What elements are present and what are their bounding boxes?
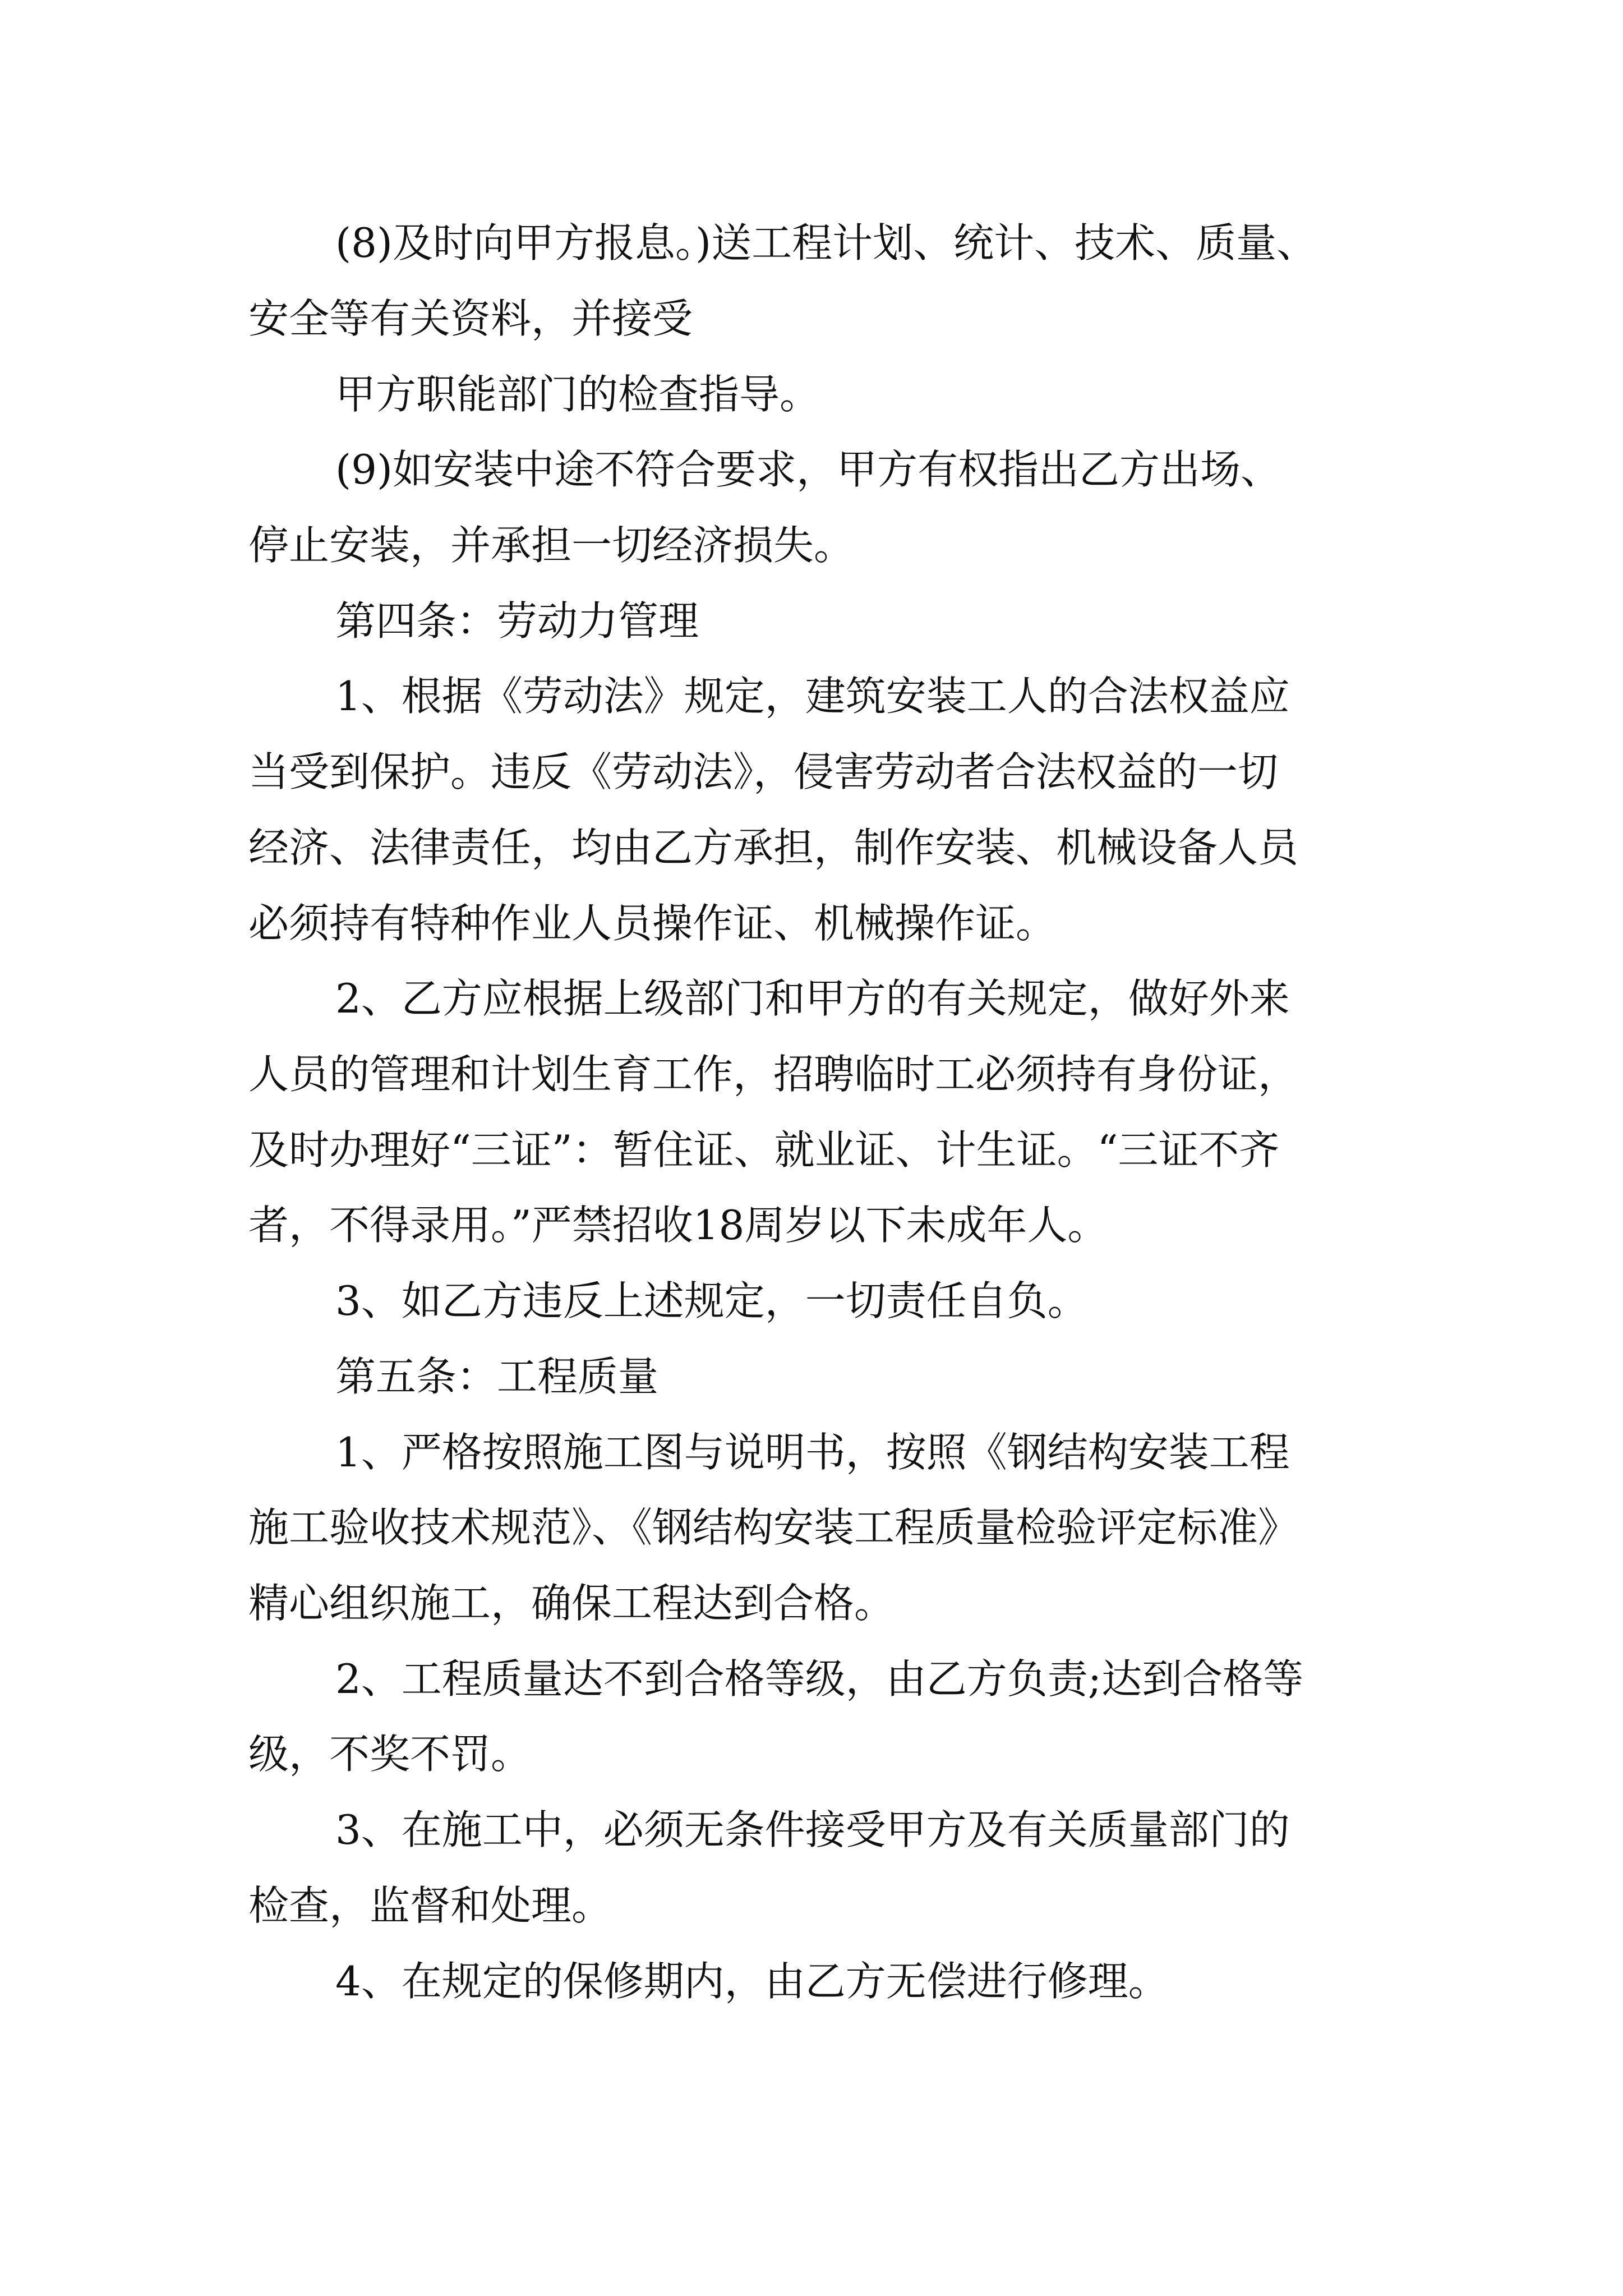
paragraph-line: 人员的管理和计划生育工作，招聘临时工必须持有身份证，	[248, 1051, 1299, 1098]
paragraph-line: 必须持有特种作业人员操作证、机械操作证。	[248, 900, 1057, 947]
paragraph-line: 施工验收技术规范》、《钢结构安装工程质量检验评定标准》	[248, 1504, 1299, 1551]
paragraph-line: 精心组织施工，确保工程达到合格。	[248, 1580, 895, 1627]
paragraph-line: 4、在规定的保修期内，由乙方无偿进行修理。	[335, 1958, 1169, 2005]
paragraph-line: 1、根据《劳动法》规定，建筑安装工人的合法权益应	[335, 673, 1290, 720]
paragraph-line: 安全等有关资料，并接受	[248, 295, 693, 342]
paragraph-line: 经济、法律责任，均由乙方承担，制作安装、机械设备人员	[248, 824, 1299, 871]
paragraph-line: 者，不得录用。”严禁招收18周岁以下未成年人。	[248, 1202, 1108, 1249]
paragraph-line: 3、如乙方违反上述规定，一切责任自负。	[335, 1277, 1088, 1324]
paragraph-line: 甲方职能部门的检查指导。	[335, 371, 820, 418]
paragraph-line: 1、严格按照施工图与说明书，按照《钢结构安装工程	[335, 1429, 1290, 1476]
paragraph-line: 检查，监督和处理。	[248, 1882, 612, 1929]
paragraph-line: 3、在施工中，必须无条件接受甲方及有关质量部门的	[335, 1806, 1290, 1853]
paragraph-line: 2、工程质量达不到合格等级，由乙方负责;达到合格等	[335, 1655, 1304, 1703]
paragraph-line: (9)如安装中途不符合要求，甲方有权指出乙方出场、	[335, 446, 1281, 493]
paragraph-line: 当受到保护。违反《劳动法》，侵害劳动者合法权益的一切	[248, 748, 1279, 795]
paragraph-line: (8)及时向甲方报息。)送工程计划、统计、技术、质量、	[335, 219, 1317, 266]
section-heading: 第五条：工程质量	[335, 1353, 659, 1400]
paragraph-line: 级，不奖不罚。	[248, 1731, 532, 1778]
paragraph-line: 2、乙方应根据上级部门和甲方的有关规定，做好外来	[335, 975, 1290, 1022]
paragraph-line: 及时办理好“三证”：暂住证、就业证、计生证。“三证不齐	[248, 1126, 1280, 1174]
section-heading: 第四条：劳动力管理	[335, 597, 699, 645]
paragraph-line: 停止安装，并承担一切经济损失。	[248, 522, 855, 569]
